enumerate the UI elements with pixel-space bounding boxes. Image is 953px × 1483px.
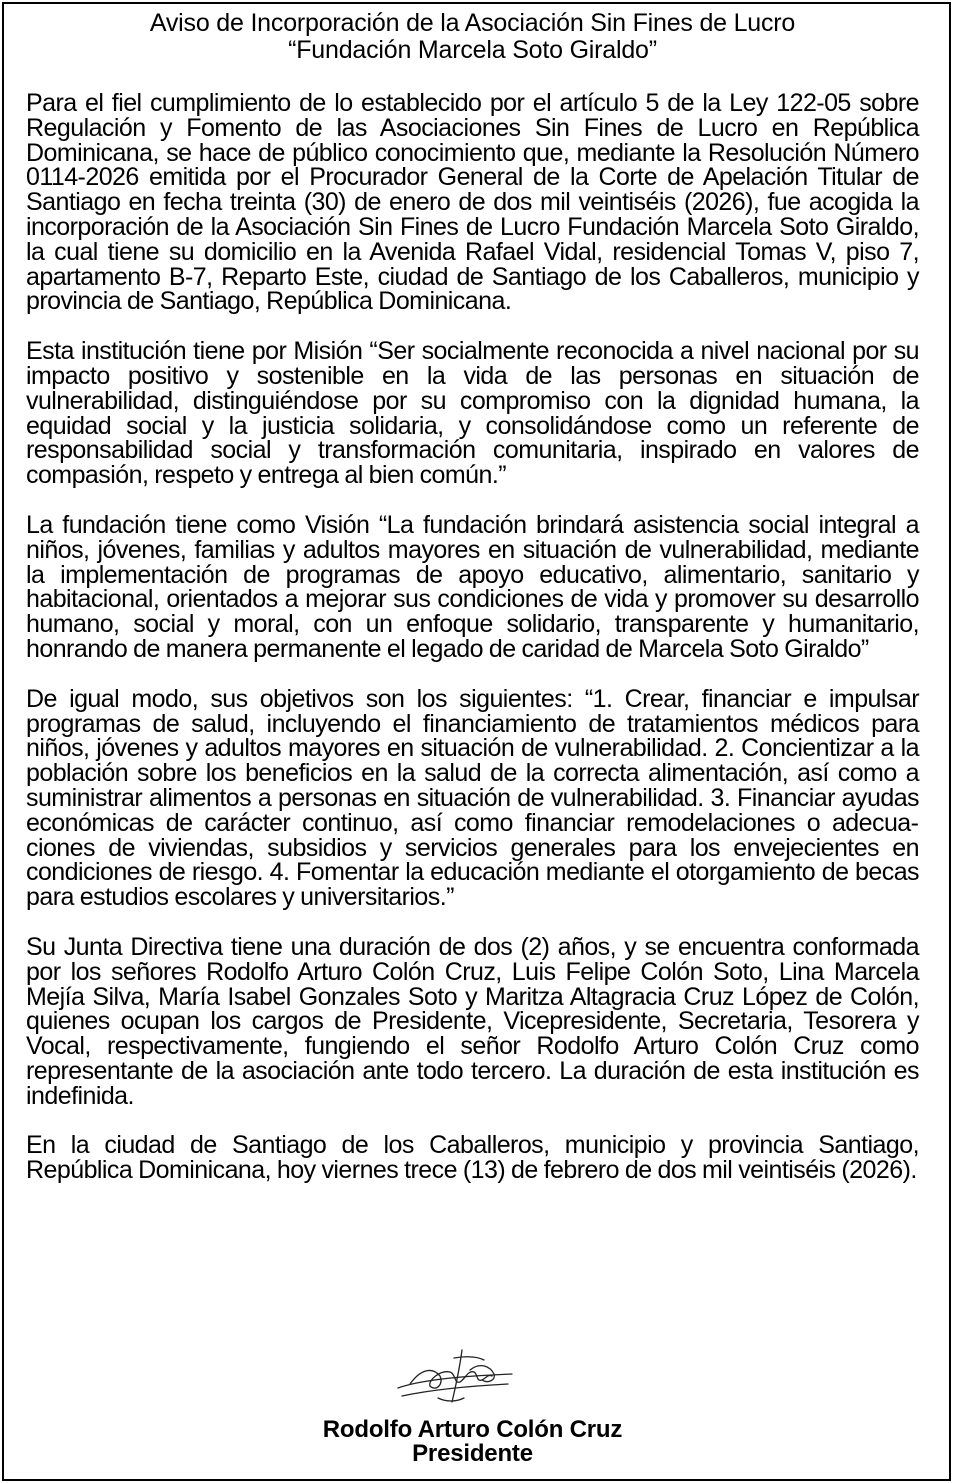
signer-name: Rodolfo Arturo Colón Cruz <box>322 1416 623 1443</box>
paragraph-legal-basis: Para el fiel cumplimiento de lo establecido por el artículo 5 de la Ley 122-05 sobre Regulación y Fomento de las Asociaciones Sin Fines de Lucro en República Dominicana, se hace de público conocimiento que, mediante la Resolución Número 0114-2026 emitida por el Procurador General de la Corte de Apelación Titular de Santiago en fecha treinta (30) de enero de dos mil veintiséis (2026), fue acogida la incorporación de la Asociación Sin Fines de Lucro Fundación Marcela Soto Giraldo, la cual tiene su domicilio en la Avenida Rafael Vidal, residencial Tomas V, piso 7, apartamento B-7, Reparto Este, ciudad de Santiago de los Caballeros, municipio y provincia de Santiago, República Dominicana. <box>26 89 919 316</box>
notice-body <box>26 10 919 1208</box>
notice-title <box>26 10 919 64</box>
paragraph-closing: En la ciudad de Santiago de los Caballeros, municipio y provincia Santiago, República Dominicana, hoy viernes trece (13) de febrero de dos mil veintiséis (2026). <box>26 1131 919 1185</box>
notice-title-line-2: “Fundación Marcela Soto Giraldo” <box>288 36 657 64</box>
paragraph-objectives: De igual modo, sus objetivos son los siguientes: “1. Crear, financiar e impulsar programas de salud, incluyendo el financiamiento de tratamientos médicos para niños, jóvenes y adultos mayores en situación de vulnerabilidad. 2. Concientizar a la población sobre los beneficios en la salud de la correcta alimentación, así como a suministrar alimentos a personas en situación de vulnerabilidad. 3. Financiar ayudas económicas de carácter continuo, así como financiar remodelaciones o adecuaciones de viviendas, subsidios y servicios generales para los envejecientes en condiciones de riesgo. 4. Fomentar la educación mediante el otorgamiento de becas para estudios escolares y universitarios.” <box>26 684 919 912</box>
handwritten-signature <box>390 1340 520 1415</box>
notice-title-line-1: Aviso de Incorporación de la Asociación Sin Fines de Lucro <box>149 9 796 37</box>
signer-role: Presidente <box>412 1440 533 1467</box>
signature-area <box>0 1340 953 1420</box>
paragraph-board: Su Junta Directiva tiene una duración de dos (2) años, y se encuentra conformada por los señores Rodolfo Arturo Colón Cruz, Luis Felipe Colón Soto, Lina Marcela Mejía Silva, María Isabel Gonzales Soto y Maritza Altagracia Cruz López de Colón, quienes ocupan los cargos de Presidente, Vicepresidente, Secretaria, Tesorera y Vocal, respectivamente, fungiendo el señor Rodolfo Arturo Colón Cruz como representante de la asociación ante todo tercero. La duración de esta institución es indefinida. <box>26 932 919 1110</box>
paragraph-vision: La fundación tiene como Visión “La fundación brindará asistencia social integral a niños, jóvenes, familias y adultos mayores en situación de vulnerabilidad, mediante la implementación de programas de apoyo educativo, alimentario, sanitario y habitacional, orientados a mejorar sus condiciones de vida y promover su desarrollo humano, social y moral, con un enfoque solidario, transparente y humanitario, honrando de manera permanente el legado de caridad de Marcela Soto Giraldo” <box>26 510 919 663</box>
paragraph-mission: Esta institución tiene por Misión “Ser socialmente reconocida a nivel nacional por su impacto positivo y sostenible en la vida de las personas en situación de vulnerabilidad, distinguiéndose por su compromiso con la dignidad humana, la equidad social y la justicia solidaria, y consolidándose como un referente de responsabilidad social y transformación comunitaria, inspirado en valores de compasión, respeto y entrega al bien común.” <box>26 337 919 490</box>
signer-block <box>0 1418 945 1466</box>
